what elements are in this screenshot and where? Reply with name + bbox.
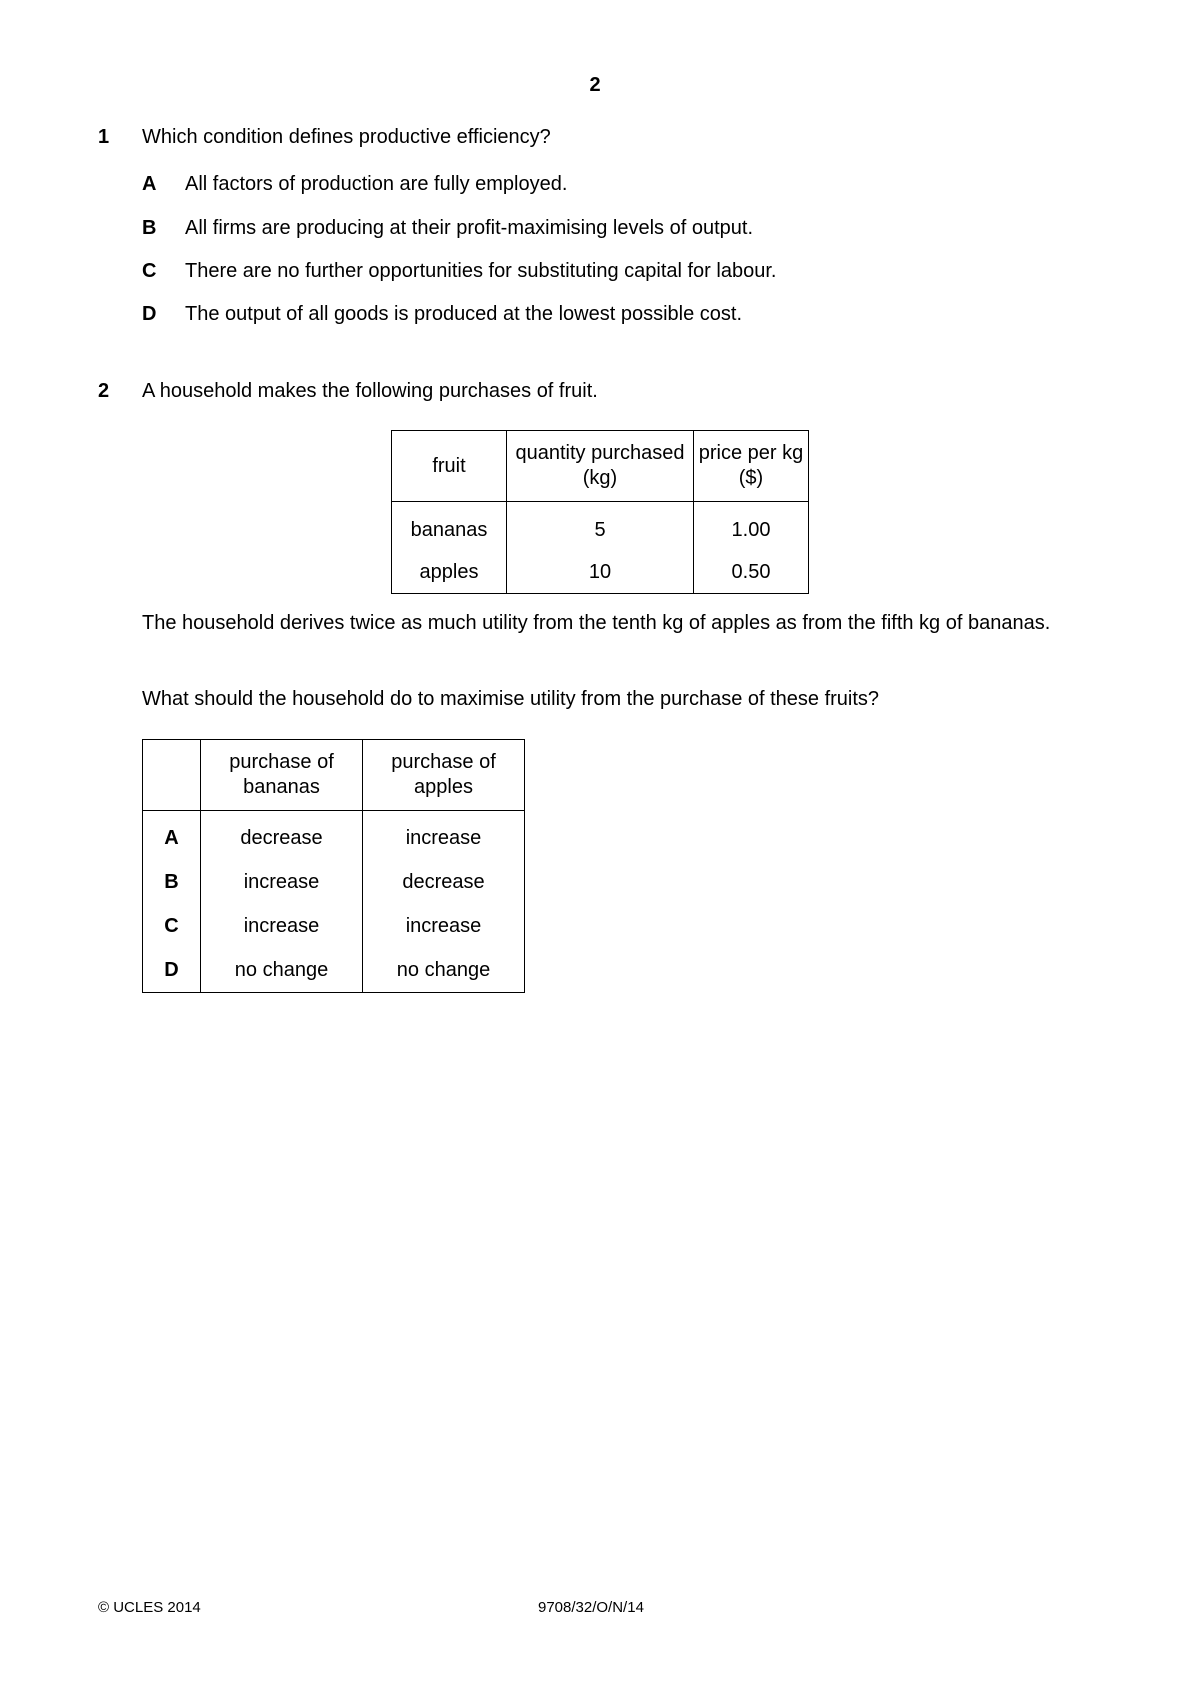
answer-options-table — [142, 739, 525, 993]
option-letter: B — [143, 860, 201, 904]
table-header-row — [143, 740, 525, 811]
table-cell: 5 — [507, 502, 694, 552]
q1-option-c-letter: C — [142, 260, 157, 282]
table-cell: 1.00 — [694, 502, 809, 552]
footer-copyright: © UCLES 2014 — [98, 1599, 201, 1616]
option-letter: A — [143, 811, 201, 861]
option-letter: C — [143, 904, 201, 948]
table-row — [143, 860, 525, 904]
table-cell: decrease — [363, 860, 525, 904]
table-row — [143, 948, 525, 993]
footer-paper-code: 9708/32/O/N/14 — [538, 1599, 644, 1616]
question-1-number: 1 — [98, 126, 110, 148]
table-cell: increase — [363, 811, 525, 861]
q1-option-b-letter: B — [142, 217, 157, 239]
question-2-prompt: What should the household do to maximise utility from the purchase of these fruits? — [142, 688, 880, 710]
table-header-cell: fruit — [392, 431, 507, 502]
fruit-purchases-table — [391, 430, 809, 594]
table-cell: increase — [201, 904, 363, 948]
table-cell: bananas — [392, 502, 507, 552]
table-cell: 10 — [507, 551, 694, 594]
q1-option-d-letter: D — [142, 303, 157, 325]
page-number: 2 — [589, 74, 601, 96]
q1-option-d-text: The output of all goods is produced at the lowest possible cost. — [185, 303, 743, 325]
q1-option-b-text: All firms are producing at their profit-maximising levels of output. — [185, 217, 754, 239]
table-header-cell: purchase of apples — [363, 740, 525, 811]
table-cell: no change — [363, 948, 525, 993]
question-1-text: Which condition defines productive efficiency? — [142, 126, 551, 148]
question-2-paragraph: The household derives twice as much utility from the tenth kg of apples as from the fifth kg of bananas. — [142, 612, 1051, 634]
question-2-text: A household makes the following purchases of fruit. — [142, 380, 598, 402]
table-header-cell: quantity purchased (kg) — [507, 431, 694, 502]
table-row — [392, 502, 809, 552]
table-cell: increase — [201, 860, 363, 904]
table-row — [143, 904, 525, 948]
q1-option-c-text: There are no further opportunities for substituting capital for labour. — [185, 260, 777, 282]
table-cell: no change — [201, 948, 363, 993]
table-row — [392, 551, 809, 594]
table-cell: increase — [363, 904, 525, 948]
table-header-cell — [143, 740, 201, 811]
table-cell: 0.50 — [694, 551, 809, 594]
table-row — [143, 811, 525, 861]
q1-option-a-text: All factors of production are fully employed. — [185, 173, 568, 195]
table-header-cell: purchase of bananas — [201, 740, 363, 811]
question-2-number: 2 — [98, 380, 110, 402]
table-cell: decrease — [201, 811, 363, 861]
q1-option-a-letter: A — [142, 173, 157, 195]
option-letter: D — [143, 948, 201, 993]
table-header-cell: price per kg ($) — [694, 431, 809, 502]
table-header-row — [392, 431, 809, 502]
table-cell: apples — [392, 551, 507, 594]
